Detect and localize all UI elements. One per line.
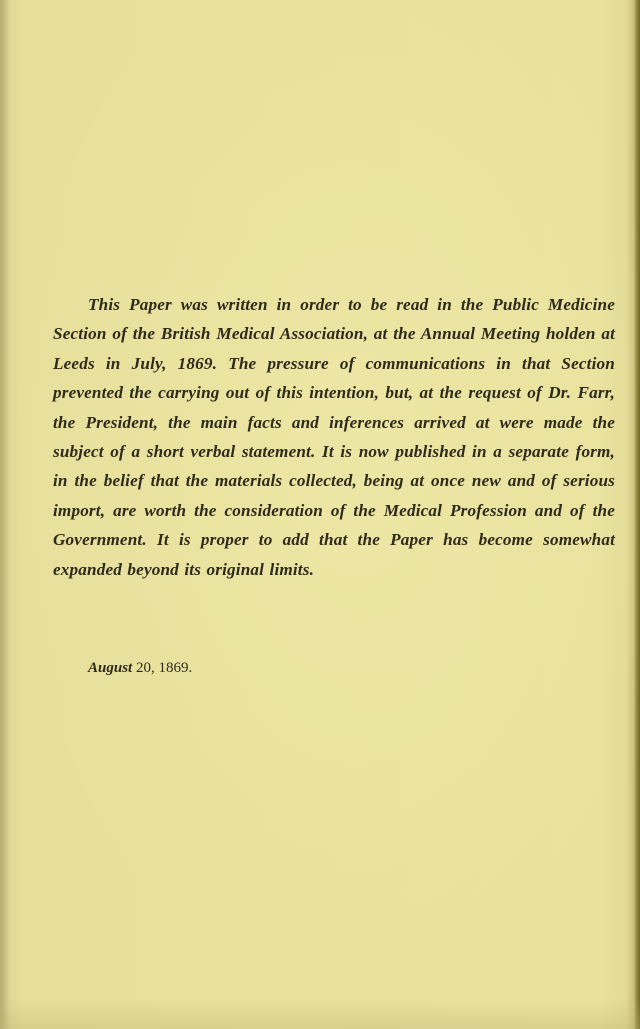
binding-shadow — [0, 0, 10, 1029]
preface-paragraph: This Paper was written in order to be read in the Public Medicine Section of the British Medical Association, at the Annual Meeting holden at Leeds in July, 1869. The pressure of communications in that Section prevented the carrying out of this intention, but, at the request of Dr. Farr, the President, the main facts and inferences arrived at were made the subject of a short verbal statement. It is now published in a separate form, in the belief that the materials collected, being at once new and of serious import, are worth the consideration of the Medical Profession and of the Government. It is proper to add that the Paper has become somewhat expanded beyond its original limits. — [53, 295, 615, 579]
bottom-shade — [0, 999, 640, 1029]
date-month: August — [88, 660, 133, 676]
page-edge — [634, 0, 640, 1029]
dateline — [88, 660, 192, 677]
date-day-year: 20, 1869. — [132, 660, 193, 676]
